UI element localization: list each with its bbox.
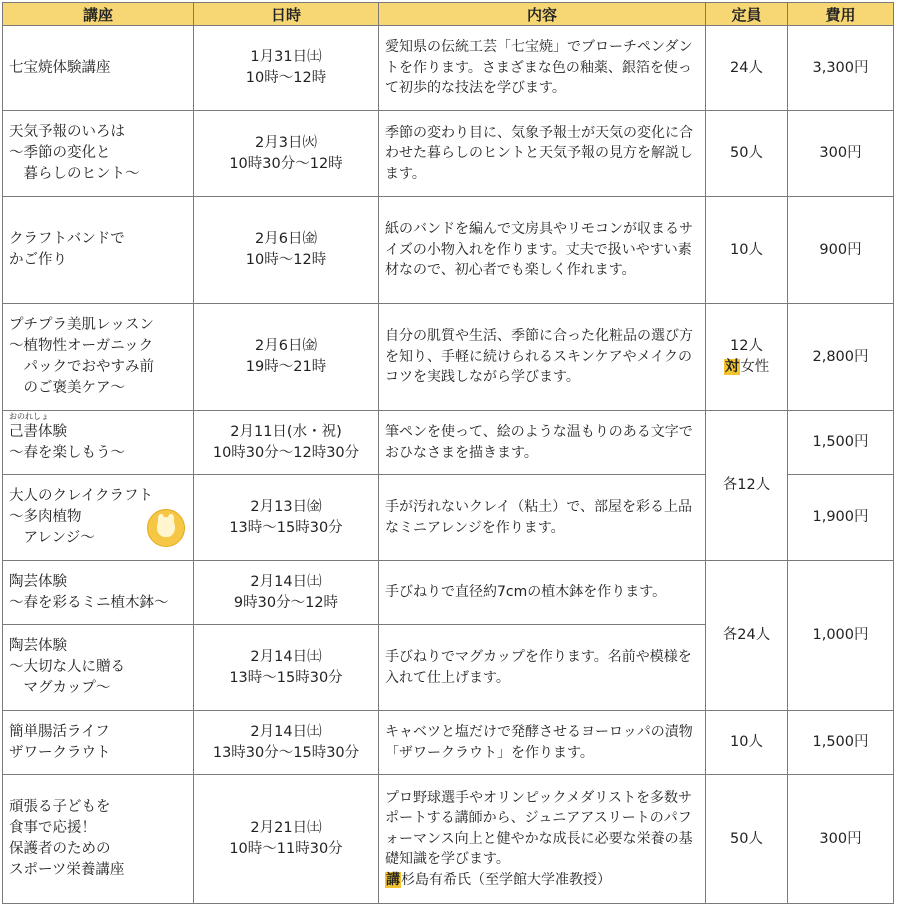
course-datetime: 2月6日㈮ 19時～21時 [194, 304, 379, 411]
course-datetime: 2月14日㈯ 13時30分～15時30分 [194, 711, 379, 775]
course-datetime: 2月14日㈯ 13時～15時30分 [194, 625, 379, 711]
course-capacity: 50人 [706, 775, 788, 904]
course-datetime: 2月6日㈮ 10時～12時 [194, 197, 379, 304]
course-name: プチプラ美肌レッスン ～植物性オーガニック パックでおやすみ前 のご褒美ケア～ [3, 304, 194, 411]
target-note: 女性 [740, 359, 770, 375]
course-datetime: 2月21日㈯ 10時～11時30分 [194, 775, 379, 904]
table-row [3, 304, 894, 411]
course-capacity-shared: 各12人 [706, 411, 788, 561]
header-row [3, 3, 894, 26]
table-row [3, 711, 894, 775]
furigana: おのれしょ [9, 411, 49, 421]
course-capacity: 50人 [706, 111, 788, 197]
lecturer-tag: 講 [386, 871, 400, 888]
target-tag: 対 [724, 359, 740, 375]
header-date: 日時 [194, 3, 379, 26]
course-fee: 3,300円 [788, 26, 894, 111]
course-fee: 1,500円 [788, 411, 894, 475]
lecturer-name: 杉島有希氏（至学館大学准教授） [401, 871, 611, 888]
course-schedule-table [2, 2, 894, 904]
course-capacity: 10人 [706, 197, 788, 304]
course-description: キャベツと塩だけで発酵させるヨーロッパの漬物「ザワークラウト」を作ります。 [379, 711, 706, 775]
course-name: おのれしょ 己書体験 ～春を楽しもう～ [3, 411, 194, 475]
course-capacity: 12人 対女性 [706, 304, 788, 411]
table-row [3, 26, 894, 111]
course-fee: 2,800円 [788, 304, 894, 411]
header-fee: 費用 [788, 3, 894, 26]
course-fee: 1,500円 [788, 711, 894, 775]
mascot-badge-icon [147, 509, 185, 547]
course-name: 簡単腸活ライフ ザワークラウト [3, 711, 194, 775]
course-datetime: 2月14日㈯ 9時30分～12時 [194, 561, 379, 625]
table-row [3, 561, 894, 625]
table-row [3, 111, 894, 197]
course-description: 手びねりで直径約7cmの植木鉢を作ります。 [379, 561, 706, 625]
table-row [3, 411, 894, 475]
course-datetime: 2月11日(水・祝) 10時30分～12時30分 [194, 411, 379, 475]
course-name: 大人のクレイクラフト ～多肉植物 アレンジ～ [3, 475, 194, 561]
course-description: プロ野球選手やオリンピックメダリストを多数サポートする講師から、ジュニアアスリートのパフォーマンス向上と健やかな成長に必要な栄養の基礎知識を学びます。 講杉島有希氏（至学館大学准教授） [379, 775, 706, 904]
course-datetime: 1月31日㈯ 10時～12時 [194, 26, 379, 111]
course-description: 手が汚れないクレイ（粘土）で、部屋を彩る上品なミニアレンジを作ります。 [379, 475, 706, 561]
course-description: 季節の変わり目に、気象予報士が天気の変化に合わせた暮らしのヒントと天気予報の見方を解説します。 [379, 111, 706, 197]
header-course: 講座 [3, 3, 194, 26]
course-capacity-shared: 各24人 [706, 561, 788, 711]
course-capacity: 24人 [706, 26, 788, 111]
course-datetime: 2月13日㈮ 13時～15時30分 [194, 475, 379, 561]
course-datetime: 2月3日㈫ 10時30分～12時 [194, 111, 379, 197]
course-name: クラフトバンドで かご作り [3, 197, 194, 304]
course-name: 頑張る子どもを 食事で応援！ 保護者のための スポーツ栄養講座 [3, 775, 194, 904]
course-fee-shared: 1,000円 [788, 561, 894, 711]
course-name: 陶芸体験 ～春を彩るミニ植木鉢～ [3, 561, 194, 625]
course-description: 愛知県の伝統工芸「七宝焼」でブローチペンダントを作ります。さまざまな色の釉薬、銀箔を使って初歩的な技法を学びます。 [379, 26, 706, 111]
course-description: 紙のバンドを編んで文房具やリモコンが収まるサイズの小物入れを作ります。丈夫で扱いやすい素材なので、初心者でも楽しく作れます。 [379, 197, 706, 304]
course-name: 陶芸体験 ～大切な人に贈る マグカップ～ [3, 625, 194, 711]
table-row [3, 197, 894, 304]
course-name: 七宝焼体験講座 [3, 26, 194, 111]
course-fee: 300円 [788, 111, 894, 197]
course-description: 筆ペンを使って、絵のような温もりのある文字でおひなさまを描きます。 [379, 411, 706, 475]
header-content: 内容 [379, 3, 706, 26]
header-capacity: 定員 [706, 3, 788, 26]
course-description: 手びねりでマグカップを作ります。名前や模様を入れて仕上げます。 [379, 625, 706, 711]
course-description: 自分の肌質や生活、季節に合った化粧品の選び方を知り、手軽に続けられるスキンケアやメイクのコツを実践しながら学びます。 [379, 304, 706, 411]
table-row [3, 775, 894, 904]
course-name: 天気予報のいろは ～季節の変化と 暮らしのヒント～ [3, 111, 194, 197]
course-fee: 900円 [788, 197, 894, 304]
course-fee: 1,900円 [788, 475, 894, 561]
course-fee: 300円 [788, 775, 894, 904]
course-capacity: 10人 [706, 711, 788, 775]
